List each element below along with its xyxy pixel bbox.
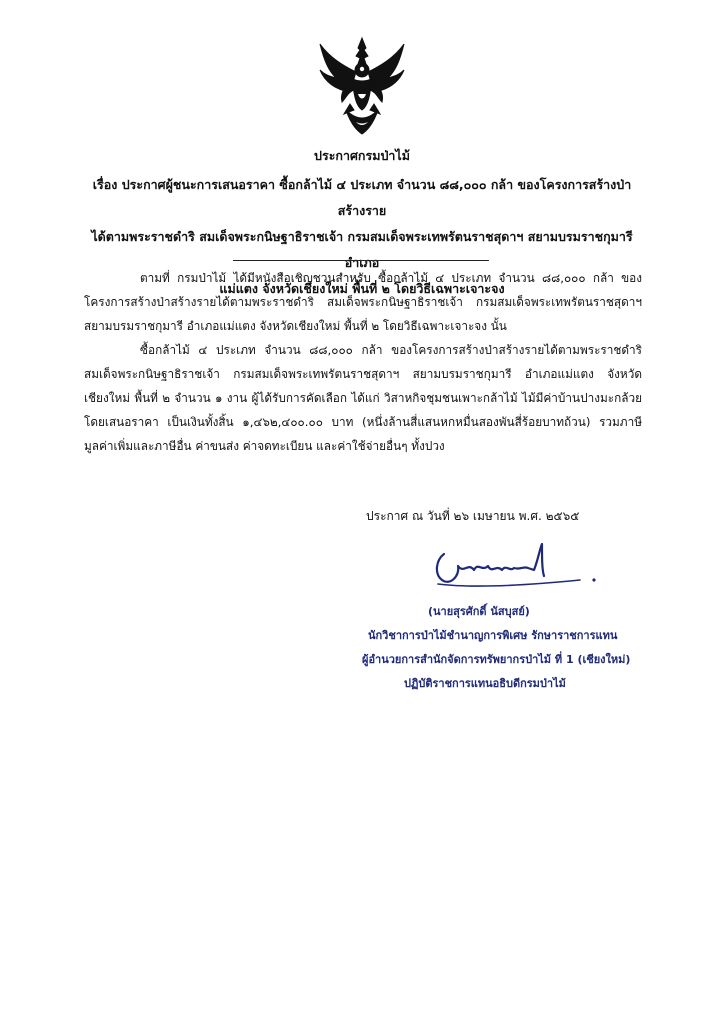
signatory-position-1: นักวิชาการป่าไม้ชำนาญการพิเศษ รักษาราชการแทน (368, 629, 618, 642)
body-paragraph-1: ตามที่ กรมป่าไม้ ได้มีหนังสือเชิญชวนสำหรับ ซื้อกล้าไม้ ๔ ประเภท จำนวน ๘๘,๐๐๐ กล้า ของโครงการสร้างป่าสร้างรายได้ตามพระราชดำริ สมเด็จพระกนิษฐาธิราชเจ้า กรมสมเด็จพระเทพรัตนราชสุดาฯ สยามบรมราชกุมารี อำเภอแม่แตง จังหวัดเชียงใหม่ พื้นที่ ๒ โดยวิธีเฉพาะเจาะจง นั้น (84, 271, 642, 333)
subject-line: ได้ตามพระราชดำริ สมเด็จพระกนิษฐาธิราชเจ้า กรมสมเด็จพระเทพรัตนราชสุดาฯ สยามบรมราชกุมารี อำเภอ (91, 229, 633, 270)
body-paragraph-2: ซื้อกล้าไม้ ๔ ประเภท จำนวน ๘๘,๐๐๐ กล้า ของโครงการสร้างป่าสร้างรายได้ตามพระราชดำริ สมเด็จพระกนิษฐาธิราชเจ้า กรมสมเด็จพระเทพรัตนราชสุดาฯ สยามบรมราชกุมารี อำเภอแม่แตง จังหวัดเชียงใหม่ พื้นที่ ๒ จำนวน ๑ งาน ผู้ได้รับการคัดเลือก ได้แก่ วิสาหกิจชุมชนเพาะกล้าไม้ ไม้มีค่าบ้านปางมะกล้วย โดยเสนอราคา เป็นเงินทั้งสิ้น ๑,๔๖๒,๔๐๐.๐๐ บาท (หนึ่งล้านสี่แสนหกหมื่นสองพันสี่ร้อยบาทถ้วน) รวมภาษีมูลค่าเพิ่มและภาษีอื่น ค่าขนส่ง ค่าจดทะเบียน และค่าใช้จ่ายอื่นๆ ทั้งปวง (84, 343, 642, 453)
document-body (84, 266, 642, 458)
announcement-date: ประกาศ ณ วันที่ ๒๖ เมษายน พ.ศ. ๒๕๖๕ (366, 509, 580, 523)
signatory-position-3: ปฏิบัติราชการแทนอธิบดีกรมป่าไม้ (404, 677, 566, 690)
signatory-name: (นายสุรศักดิ์ นัสบุสย์) (428, 605, 530, 618)
signatory-block (360, 600, 630, 696)
document-title: ประกาศกรมป่าไม้ (314, 148, 410, 163)
handwritten-signature (430, 540, 600, 596)
subject-line: เรื่อง ประกาศผู้ชนะการเสนอราคา ซื้อกล้าไม้ ๔ ประเภท จำนวน ๘๘,๐๐๐ กล้า ของโครงการสร้างป่าสร้างราย (92, 177, 632, 218)
subject-line: แม่แตง จังหวัดเชียงใหม่ พื้นที่ ๒ โดยวิธีเฉพาะเจาะจง (219, 281, 505, 296)
header-divider (233, 260, 489, 261)
signatory-position-2: ผู้อำนวยการสำนักจัดการทรัพยากรป่าไม้ ที่ 1 (เชียงใหม่) (362, 653, 630, 666)
garuda-emblem-icon (316, 36, 408, 136)
